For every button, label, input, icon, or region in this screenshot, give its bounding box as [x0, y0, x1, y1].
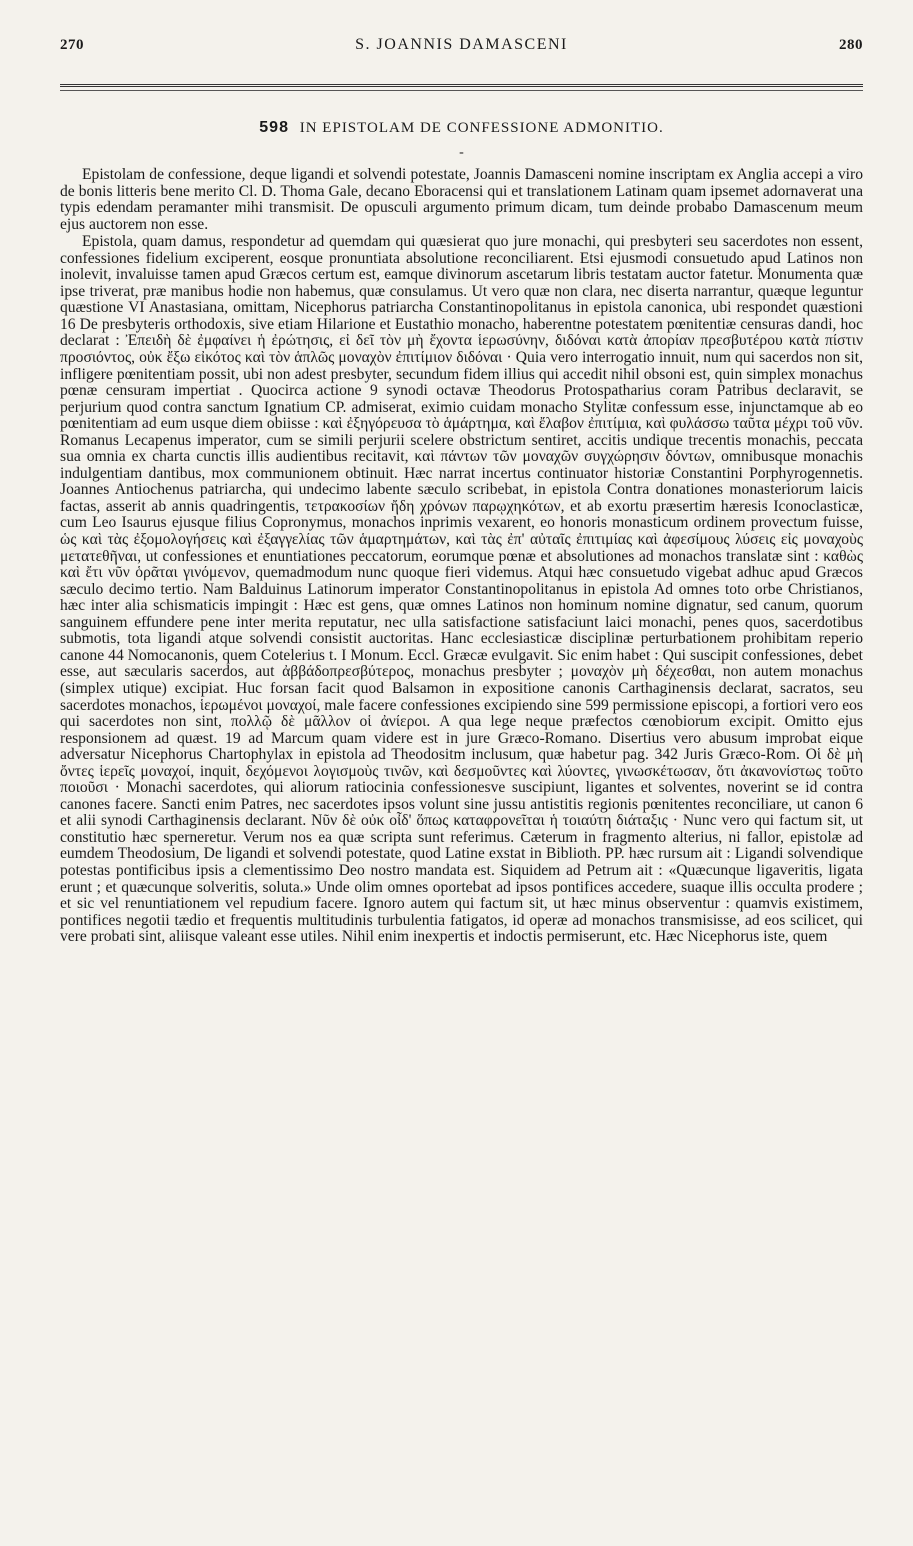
paragraph-1: Epistolam de confessione, deque ligandi et solvendi potestate, Joannis Damasceni nomine inscriptam ex Anglia accepi a viro de bonis litteris bene merito Cl. D. Thoma Gale, decano Eboracensi qui et translationem Latinam quam ipsemet adornaverat una typis edendam peramanter mihi transmisit. De opusculi argumento primum dicam, tum deinde probabo Damascenum meum ejus auctorem non esse.	[60, 166, 863, 233]
running-head	[60, 36, 863, 62]
right-page-number: 280	[839, 37, 863, 53]
section-number: 598	[259, 119, 289, 136]
left-page-number: 270	[60, 37, 84, 53]
paragraph-2: Epistola, quam damus, respondetur ad quemdam qui quæsierat quo jure monachi, qui presbyteri seu sacerdotes non essent, confessiones fidelium exciperent, eosque pronuntiata absolutione reconciliarent. Etsi ejusmodi consuetudo apud Latinos non inolevit, invaluisse tamen apud Græcos certum est, eamque divinorum ascetarum libris testatam auctor fatetur. Monumenta quæ ipse triverat, præ manibus hodie non habemus, quæ consulamus. Ut vero quæ non clara, nec diserta narrantur, quæque leguntur quæstione VI Anastasiana, omittam, Nicephorus patriarcha Constantinopolitanus in epistola canonica, ubi respondet quæstioni 16 De presbyteris orthodoxis, sive etiam Hilarione et Eustathio monacho, haberentne potestatem pœnitentiæ censuras dandi, hoc declarat : Ἐπειδὴ δὲ ἐμφαίνει ἡ ἐρώτησις, εἰ δεῖ τὸν μὴ ἔχοντα ἱερωσύνην, διδόναι κατὰ ἀπορίαν πρεσβυτέρου κατὰ πίστιν προσιόντος, οὐκ ἔξω εἰκότος καὶ τὸν ἁπλῶς μοναχὸν ἐπιτίμιον διδόναι · Quia vero interrogatio innuit, num qui sacerdos non sit, infligere pœnitentiam possit, ubi non adest presbyter, secundum fidem illius qui accedit nihil obsoni est, quin simplex monachus pœnæ censuram impertiat . Quocirca actione 9 synodi octavæ Theodorus Protospatharius coram Patribus declaravit, se perjurium quod contra sanctum Ignatium CP. admiserat, eximio cuidam monacho Stylitæ confessum esse, injunctamque ab eo pœnitentiam ad eum usque diem obiisse : καὶ ἐξηγόρευσα τὸ ἁμάρτημα, καὶ ἔλαβον ἐπιτίμια, καὶ φυλάσσω ταῦτα μέχρι τοῦ νῦν. Romanus Lecapenus imperator, cum se simili perjurii scelere obstrictum sentiret, accitis undique trecentis monachis, peccata sua omnia ex charta cunctis illis audientibus recitavit, καὶ πάντων τῶν μοναχῶν συγχώρησιν δόντων, omnibusque monachis indulgentiam dantibus, mox communionem obtinuit. Hæc narrat incertus continuator historiæ Constantini Porphyrogennetis. Joannes Antiochenus patriarcha, qui undecimo labente sæculo scribebat, in epistola Contra donationes monasteriorum laicis factas, asserit ab annis quadringentis, τετρακοσίων ἤδη χρόνων παρῳχηκότων, et ab exortu præsertim hæresis Iconoclasticæ, cum Leo Isaurus ejusque filius Copronymus, monachos inprimis vexarent, eo honoris monasticum ordinem provectum fuisse, ὡς καὶ τὰς ἐξομολογήσεις καὶ ἐξαγγελίας τῶν ἁμαρτημάτων, καὶ τὰς ἐπ' αὐταῖς ἐπιτιμίας καὶ ἀφεσίμους λύσεις εἰς μοναχοὺς μετατεθῆναι, ut confessiones et enuntiationes peccatorum, eorumque pœnæ et absolutiones ad monachos translatæ sint : καθὼς καὶ ἔτι νῦν ὁρᾶται γινόμενον, quemadmodum nunc quoque fieri videmus. Atqui hæc consuetudo vigebat adhuc apud Græcos sæculo decimo tertio. Nam Balduinus Latinorum imperator Constantinopolitanus in epistola Ad omnes toto orbe Christianos, hæc inter alia schismaticis impingit : Hæc est gens, quæ omnes Latinos non hominum nomine dignatur, sed canum, quorum sanguinem effundere pene inter merita reputatur, nec ulla satisfactione satisfaciunt laici monachi, penes quos, sacerdotibus submotis, tota ligandi atque solvendi consistit auctoritas. Hanc ecclesiasticæ disciplinæ perturbationem prohibitam reperio canone 44 Nomocanonis, quem Cotelerius t. I Monum. Eccl. Græcæ evulgavit. Sic enim habet : Qui suscipit confessiones, debet esse, aut sæcularis sacerdos, aut ἀββάδοπρεσβύτερος, monachus presbyter ; μοναχὸν μὴ δέχεσθαι, non autem monachus (simplex utique) excipiat. Huc forsan facit quod Balsamon in expositione canonis Carthaginensis declarat, sacratos, seu sacerdotes monachos, ἱερωμένοι μοναχοί, male facere confessiones excipiendo sine 599 permissione episcopi, a fortiori vero eos qui sacerdotes non sint, πολλῷ δὲ μᾶλλον οἱ ἀνίεροι. A qua lege neque præfectos cœnobiorum excipit. Omitto ejus responsionem ad quæst. 19 ad Marcum quam videre est in jure Græco-Romano. Disertius vero abusum improbat eique adversatur Nicephorus Chartophylax in epistola ad Theodositm inclusum, quæ habetur pag. 342 Juris Græco-Rom. Οἱ δὲ μὴ ὄντες ἱερεῖς μοναχοί, inquit, δεχόμενοι λογισμοὺς τινῶν, καὶ δεσμοῦντες καὶ λύοντες, γινωσκέτωσαν, ὅτι ἀκανονίστως τοῦτο ποιοῦσι · Monachi sacerdotes, qui aliorum ratiocinia confessionesve suscipiunt, ligantes et solventes, noverint se id contra canones facere. Sancti enim Patres, nec sacerdotes ipsos volunt sine jussu antistitis regionis pœnitentes reconciliare, ut canon 6 et alii synodi Carthaginensis declarant. Νῦν δὲ οὐκ οἶδ' ὅπως καταφρονεῖται ἡ τοιαύτη διάταξις · Nunc vero qui factum sit, ut constitutio hæc sperneretur. Verum nos ea quæ scripta sunt referimus. Cæterum in fragmento alterius, ni fallor, epistolæ ad eumdem Theodosium, De ligandi et solvendi potestate, quod Latine exstat in Biblioth. PP. hæc rursum ait : Ligandi solvendique potestas pontificibus ipsis a clementissimo Deo nostro mandata est. Siquidem ad Petrum ait : «Quæcunque ligaveritis, ligata erunt ; et quæcunque solveritis, soluta.» Unde olim omnes oportebat ad ipsos pontifices accedere, suaque illis occulta prodere ; et sic vel renuntiationem vel repudium facere. Ignoro autem qui factum sit, ut hæc minus observentur : quamvis existimem, pontifices negotii tædio et frequentis multitudinis turbulentia fatigatos, id operæ ad monachos transmisisse, ad eos scilicet, qui vere probati sint, aliisque valeant esse utiles. Nihil enim inexpertis et indoctis permiserunt, etc. Hæc Nicephorus iste, quem	[60, 233, 863, 946]
section-heading	[60, 119, 863, 141]
header-rule	[60, 84, 863, 91]
section-divider: -	[459, 145, 464, 160]
section-title: IN EPISTOLAM DE CONFESSIONE ADMONITIO.	[299, 120, 664, 136]
running-title: S. JOANNIS DAMASCENI	[355, 36, 568, 53]
